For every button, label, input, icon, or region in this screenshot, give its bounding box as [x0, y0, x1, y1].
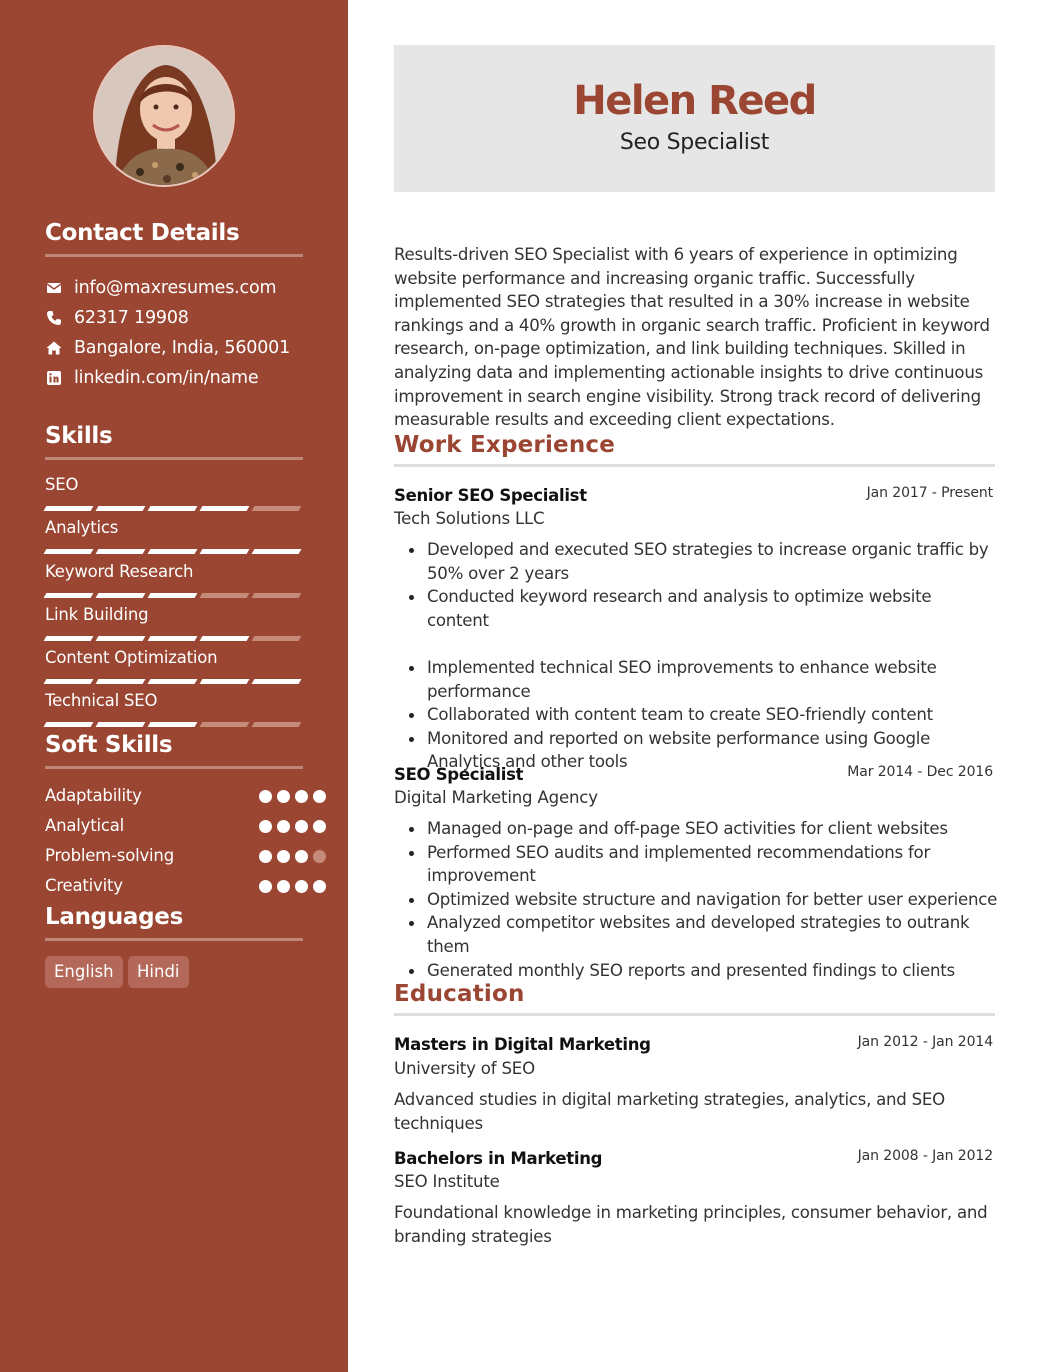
skill-item [45, 691, 303, 727]
skill-level-bar [45, 636, 303, 641]
education-degree: Bachelors in Marketing [394, 1149, 603, 1168]
rating-dot [277, 880, 290, 893]
skill-level-bar [45, 506, 303, 511]
education-description: Foundational knowledge in marketing principles, consumer behavior, and branding strategies [394, 1203, 988, 1246]
skill-name: Analytics [45, 518, 119, 537]
rating-dot [259, 790, 272, 803]
profile-photo [93, 45, 235, 187]
skill-bar-segment [252, 722, 302, 727]
skill-bar-segment [148, 722, 198, 727]
contact-address-text: Bangalore, India, 560001 [74, 338, 291, 358]
skill-bar-segment [148, 636, 198, 641]
soft-skills-heading: Soft Skills [45, 732, 303, 769]
soft-skill-rating [259, 880, 326, 893]
contact-email[interactable] [45, 276, 276, 300]
rating-dot [313, 850, 326, 863]
rating-dot [259, 850, 272, 863]
rating-dot [313, 820, 326, 833]
education-heading: Education [394, 981, 995, 1016]
rating-dot [295, 790, 308, 803]
job-company: Digital Marketing Agency [394, 788, 598, 807]
job-bullets [408, 538, 998, 774]
contact-linkedin[interactable] [45, 366, 258, 390]
contact-heading: Contact Details [45, 220, 303, 257]
soft-skill-item [45, 846, 303, 868]
skill-bar-segment [44, 636, 94, 641]
skill-bar-segment [252, 549, 302, 554]
list-item: Developed and executed SEO strategies to increase organic traffic by 50% over 2 years [408, 538, 998, 585]
soft-skill-rating [259, 820, 326, 833]
education-school: University of SEO [394, 1059, 535, 1078]
rating-dot [295, 880, 308, 893]
list-item: Monitored and reported on website performance using Google Analytics and other tools [408, 727, 998, 774]
skill-bar-segment [200, 722, 250, 727]
list-item: Analyzed competitor websites and developed strategies to outrank them [408, 911, 998, 958]
rating-dot [277, 790, 290, 803]
soft-skill-item [45, 816, 303, 838]
education-date: Jan 2008 - Jan 2012 [857, 1148, 993, 1164]
skill-bar-segment [252, 679, 302, 684]
skill-bar-segment [200, 636, 250, 641]
list-item: Generated monthly SEO reports and presented findings to clients [408, 959, 998, 983]
soft-skill-name: Analytical [45, 816, 125, 835]
sidebar [0, 0, 348, 1372]
skill-bar-segment [200, 679, 250, 684]
rating-dot [277, 850, 290, 863]
skill-bar-segment [44, 593, 94, 598]
skill-bar-segment [44, 549, 94, 554]
skill-bar-segment [252, 636, 302, 641]
skill-bar-segment [148, 549, 198, 554]
rating-dot [259, 820, 272, 833]
education-degree: Masters in Digital Marketing [394, 1035, 651, 1054]
skill-name: Keyword Research [45, 562, 194, 581]
summary-paragraph: Results-driven SEO Specialist with 6 years of experience in optimizing website performance and increasing organic traffic. Successfully implemented SEO strategies that resulted in a 30% increase in website rankings and a 40% growth in organic search traffic. Proficient in keyword research, on-page optimization, and link building techniques. Skilled in analyzing data and implementing actionable insights to drive continuous improvement in search engine visibility. Strong track record of delivering measurable results and exceeding client expectations. [394, 245, 990, 430]
skill-bar-segment [148, 506, 198, 511]
skill-name: Technical SEO [45, 691, 158, 710]
rating-dot [277, 820, 290, 833]
phone-icon [45, 309, 63, 327]
list-item: Managed on-page and off-page SEO activities for client websites [408, 817, 998, 841]
contact-email-text: info@maxresumes.com [74, 278, 277, 298]
work-experience-heading: Work Experience [394, 432, 995, 467]
rating-dot [259, 880, 272, 893]
language-tag: English [45, 956, 123, 988]
skill-level-bar [45, 593, 303, 598]
contact-linkedin-text: linkedin.com/in/name [74, 368, 259, 388]
soft-skill-name: Creativity [45, 876, 123, 895]
list-item: Conducted keyword research and analysis to optimize website content [408, 585, 998, 632]
skill-bar-segment [44, 679, 94, 684]
rating-dot [295, 850, 308, 863]
skill-level-bar [45, 679, 303, 684]
skill-item [45, 518, 303, 554]
job-title: Senior SEO Specialist [394, 486, 587, 505]
skill-bar-segment [96, 593, 146, 598]
skill-bar-segment [148, 679, 198, 684]
education-school: SEO Institute [394, 1172, 500, 1191]
job-date: Mar 2014 - Dec 2016 [847, 764, 993, 780]
skill-bar-segment [200, 593, 250, 598]
skill-bar-segment [96, 636, 146, 641]
candidate-role: Seo Specialist [619, 130, 770, 155]
contact-phone[interactable] [45, 306, 189, 330]
list-item: Optimized website structure and navigation for better user experience [408, 888, 998, 912]
skill-bar-segment [96, 722, 146, 727]
contact-phone-text: 62317 19908 [74, 308, 189, 328]
skill-bar-segment [96, 679, 146, 684]
skill-bar-segment [252, 593, 302, 598]
job-date: Jan 2017 - Present [866, 485, 993, 501]
skill-bar-segment [200, 506, 250, 511]
soft-skill-item [45, 786, 303, 808]
list-item: Implemented technical SEO improvements to enhance website performance [408, 656, 998, 703]
skill-name: SEO [45, 475, 79, 494]
list-item: Collaborated with content team to create SEO-friendly content [408, 703, 998, 727]
soft-skill-name: Adaptability [45, 786, 142, 805]
job-company: Tech Solutions LLC [394, 509, 545, 528]
education-description: Advanced studies in digital marketing strategies, analytics, and SEO techniques [394, 1090, 945, 1133]
skill-item [45, 648, 303, 684]
soft-skill-name: Problem-solving [45, 846, 174, 865]
education-date: Jan 2012 - Jan 2014 [857, 1034, 993, 1050]
contact-address [45, 336, 290, 360]
skill-bar-segment [252, 506, 302, 511]
skill-level-bar [45, 722, 303, 727]
list-item: Performed SEO audits and implemented recommendations for improvement [408, 841, 998, 888]
job-bullets [408, 817, 998, 982]
skills-heading: Skills [45, 423, 303, 460]
soft-skill-rating [259, 790, 326, 803]
skill-bar-segment [200, 549, 250, 554]
linkedin-icon [45, 369, 63, 387]
candidate-name: Helen Reed [573, 78, 816, 124]
skill-item [45, 605, 303, 641]
language-tag: Hindi [128, 956, 189, 988]
skill-bar-segment [96, 506, 146, 511]
skill-item [45, 562, 303, 598]
home-icon [45, 339, 63, 357]
skill-bar-segment [44, 506, 94, 511]
skill-level-bar [45, 549, 303, 554]
rating-dot [295, 820, 308, 833]
soft-skill-item [45, 876, 303, 898]
job-title: SEO Specialist [394, 765, 524, 784]
skill-bar-segment [148, 593, 198, 598]
envelope-icon [45, 279, 63, 297]
skill-name: Link Building [45, 605, 149, 624]
skill-bar-segment [44, 722, 94, 727]
languages-heading: Languages [45, 904, 303, 941]
skill-name: Content Optimization [45, 648, 218, 667]
rating-dot [313, 880, 326, 893]
skill-item [45, 475, 303, 511]
rating-dot [313, 790, 326, 803]
skill-bar-segment [96, 549, 146, 554]
soft-skill-rating [259, 850, 326, 863]
